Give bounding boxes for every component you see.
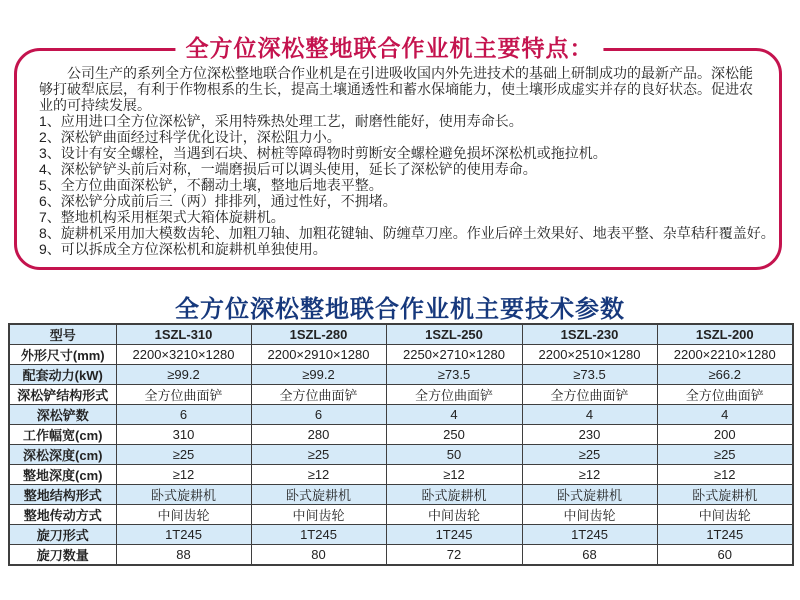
spec-value-cell: 6: [251, 405, 386, 425]
spec-value-cell: 全方位曲面铲: [251, 385, 386, 405]
spec-value-cell: 4: [522, 405, 657, 425]
feature-item-2: 2、深松铲曲面经过科学优化设计，深松阻力小。: [39, 129, 341, 145]
spec-value-cell: 1T245: [251, 525, 386, 545]
specs-title: 全方位深松整地联合作业机主要技术参数: [175, 297, 625, 323]
spec-value-cell: 全方位曲面铲: [116, 385, 251, 405]
spec-value-cell: 88: [116, 545, 251, 566]
feature-item-1: 1、应用进口全方位深松铲，采用特殊热处理工艺，耐磨性能好，使用寿命长。: [39, 113, 523, 129]
feature-box-title: 全方位深松整地联合作业机主要特点：: [175, 34, 603, 64]
spec-value-cell: 1T245: [657, 525, 793, 545]
spec-label-cell: 工作幅宽(cm): [9, 425, 116, 445]
spec-row-shovel-structure: [9, 385, 793, 405]
feature-item-4: 4、深松铲铲头前后对称，一端磨损后可以调头使用，延长了深松铲的使用寿命。: [39, 161, 537, 177]
feature-intro-paragraph: 公司生产的系列全方位深松整地联合作业机是在引进吸收国内外先进技术的基础上研制成功的最新产品。深松能够打破犁底层，有利于作物根系的生长，提高土壤通透性和蓄水保墒能力，使土壤形成虚实并存的良好状态。促进农业的可持续发展。: [39, 65, 753, 113]
spec-value-cell: ≥25: [116, 445, 251, 465]
spec-label-cell: 深松铲数: [9, 405, 116, 425]
spec-label-cell: 深松铲结构形式: [9, 385, 116, 405]
spec-value-cell: 6: [116, 405, 251, 425]
specs-table: [8, 323, 794, 566]
spec-value-cell: 中间齿轮: [116, 505, 251, 525]
spec-value-cell: 2200×2910×1280: [251, 345, 386, 365]
feature-item-8: 8、旋耕机采用加大模数齿轮、加粗刀轴、加粗花键轴、防缠草刀座。作业后碎土效果好、地表平整、杂草秸秆覆盖好。: [39, 225, 775, 241]
spec-value-cell: 310: [116, 425, 251, 445]
spec-value-cell: 全方位曲面铲: [522, 385, 657, 405]
spec-value-cell: 80: [251, 545, 386, 566]
specs-header-row: [9, 324, 793, 345]
spec-value-cell: 中间齿轮: [386, 505, 522, 525]
spec-value-cell: 中间齿轮: [251, 505, 386, 525]
spec-value-cell: 卧式旋耕机: [657, 485, 793, 505]
spec-value-cell: ≥12: [522, 465, 657, 485]
spec-value-cell: 68: [522, 545, 657, 566]
spec-value-cell: ≥25: [251, 445, 386, 465]
spec-value-cell: 卧式旋耕机: [386, 485, 522, 505]
spec-value-cell: 全方位曲面铲: [657, 385, 793, 405]
header-model-1szl-310: 1SZL-310: [116, 324, 251, 345]
spec-value-cell: 50: [386, 445, 522, 465]
spec-value-cell: 卧式旋耕机: [116, 485, 251, 505]
spec-row-blade-type: [9, 525, 793, 545]
spec-row-shovel-count: [9, 405, 793, 425]
spec-row-power: [9, 365, 793, 385]
spec-label-cell: 整地结构形式: [9, 485, 116, 505]
feature-item-3: 3、设计有安全螺栓，当遇到石块、树桩等障碍物时剪断安全螺栓避免损坏深松机或拖拉机。: [39, 145, 607, 161]
spec-value-cell: 2200×3210×1280: [116, 345, 251, 365]
header-model-1szl-250: 1SZL-250: [386, 324, 522, 345]
spec-value-cell: 2200×2510×1280: [522, 345, 657, 365]
spec-label-cell: 旋刀形式: [9, 525, 116, 545]
spec-value-cell: 200: [657, 425, 793, 445]
spec-value-cell: 2200×2210×1280: [657, 345, 793, 365]
spec-value-cell: 230: [522, 425, 657, 445]
spec-value-cell: 中间齿轮: [657, 505, 793, 525]
spec-value-cell: ≥12: [386, 465, 522, 485]
spec-value-cell: ≥12: [251, 465, 386, 485]
spec-value-cell: 卧式旋耕机: [522, 485, 657, 505]
header-model-1szl-230: 1SZL-230: [522, 324, 657, 345]
spec-value-cell: 60: [657, 545, 793, 566]
feature-item-7: 7、整地机构采用框架式大箱体旋耕机。: [39, 209, 285, 225]
spec-value-cell: ≥12: [116, 465, 251, 485]
spec-value-cell: 中间齿轮: [522, 505, 657, 525]
header-model-1szl-280: 1SZL-280: [251, 324, 386, 345]
spec-value-cell: ≥66.2: [657, 365, 793, 385]
spec-value-cell: ≥73.5: [522, 365, 657, 385]
spec-row-blade-count: [9, 545, 793, 566]
spec-row-tillage-depth: [9, 465, 793, 485]
spec-value-cell: 280: [251, 425, 386, 445]
spec-value-cell: 4: [386, 405, 522, 425]
spec-value-cell: 250: [386, 425, 522, 445]
spec-label-cell: 配套动力(kW): [9, 365, 116, 385]
spec-value-cell: 1T245: [522, 525, 657, 545]
spec-value-cell: ≥12: [657, 465, 793, 485]
spec-row-dimensions: [9, 345, 793, 365]
spec-value-cell: ≥73.5: [386, 365, 522, 385]
feature-item-9: 9、可以拆成全方位深松机和旋耕机单独使用。: [39, 241, 327, 257]
feature-item-6: 6、深松铲分成前后三（两）排排列，通过性好，不拥堵。: [39, 193, 397, 209]
spec-value-cell: 全方位曲面铲: [386, 385, 522, 405]
feature-box: [14, 36, 782, 270]
spec-label-cell: 外形尺寸(mm): [9, 345, 116, 365]
header-model-1szl-200: 1SZL-200: [657, 324, 793, 345]
spec-label-cell: 深松深度(cm): [9, 445, 116, 465]
feature-item-5: 5、全方位曲面深松铲，不翻动土壤，整地后地表平整。: [39, 177, 383, 193]
spec-value-cell: ≥25: [657, 445, 793, 465]
spec-row-working-width: [9, 425, 793, 445]
spec-value-cell: 2250×2710×1280: [386, 345, 522, 365]
spec-value-cell: ≥25: [522, 445, 657, 465]
spec-value-cell: ≥99.2: [116, 365, 251, 385]
spec-row-tillage-structure: [9, 485, 793, 505]
spec-value-cell: 卧式旋耕机: [251, 485, 386, 505]
spec-label-cell: 整地深度(cm): [9, 465, 116, 485]
spec-value-cell: 4: [657, 405, 793, 425]
spec-value-cell: 1T245: [386, 525, 522, 545]
spec-label-cell: 旋刀数量: [9, 545, 116, 566]
spec-value-cell: 1T245: [116, 525, 251, 545]
header-model-label: 型号: [9, 324, 116, 345]
spec-label-cell: 整地传动方式: [9, 505, 116, 525]
spec-row-transmission: [9, 505, 793, 525]
spec-value-cell: ≥99.2: [251, 365, 386, 385]
spec-row-subsoil-depth: [9, 445, 793, 465]
spec-value-cell: 72: [386, 545, 522, 566]
